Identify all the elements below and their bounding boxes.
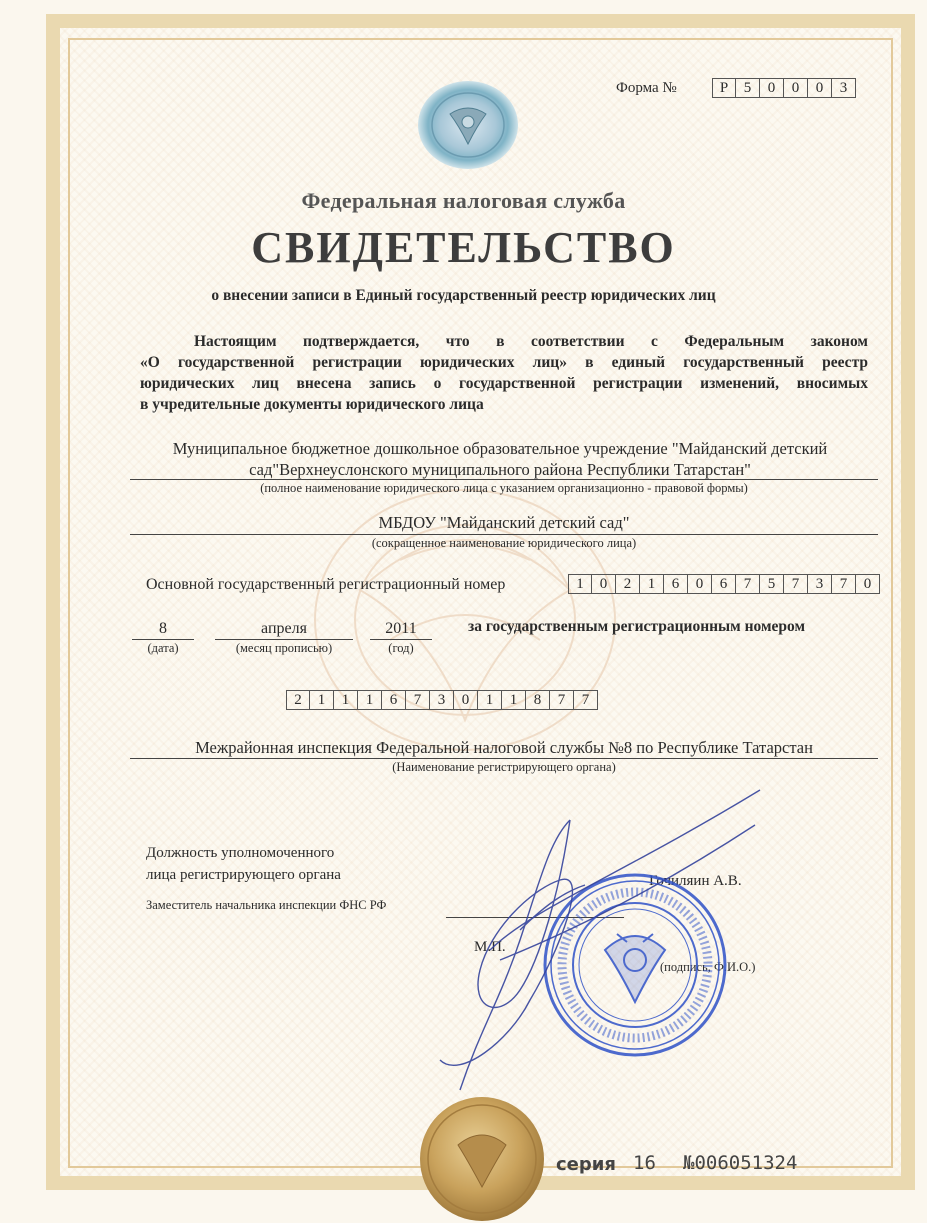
full-name-line: сад"Верхнеуслонского муниципального района Республики Татарстан"	[249, 460, 751, 479]
date-day-underline	[132, 639, 194, 640]
form-code-cell: 0	[760, 78, 784, 98]
entity-short-name: МБДОУ "Майданский детский сад"	[378, 513, 630, 532]
statement-line: «О государственной регистрации юридических лиц» в единый государственный реестр	[140, 354, 868, 371]
grn-digit-cell: 8	[526, 690, 550, 710]
grn-digit-cell: 1	[502, 690, 526, 710]
position-label	[146, 842, 341, 886]
document-title: СВИДЕТЕЛЬСТВО	[251, 223, 676, 272]
series-value: 16	[633, 1152, 656, 1174]
ogrn-digit-cell: 0	[856, 574, 880, 594]
ogrn-digit-cell: 0	[688, 574, 712, 594]
series-label: серия	[556, 1154, 616, 1175]
ogrn-digit-cell: 6	[712, 574, 736, 594]
ogrn-digit-cell: 5	[760, 574, 784, 594]
full-name-line: Муниципальное бюджетное дошкольное образовательное учреждение "Майданский детский	[172, 439, 828, 458]
statement-line: Настоящим подтверждается, что в соответствии с Федеральным законом	[194, 333, 868, 350]
statement-paragraph	[140, 331, 868, 415]
grn-digit-cell: 1	[358, 690, 382, 710]
position-label-line: лица регистрирующего органа	[146, 867, 341, 883]
ogrn-digit-cell: 7	[832, 574, 856, 594]
authority-name: Межрайонная инспекция Федеральной налоговой службы №8 по Республике Татарстан	[195, 738, 813, 757]
agency-name: Федеральная налоговая служба	[301, 188, 626, 213]
short-name-caption: (сокращенное наименование юридического лица)	[371, 536, 637, 550]
date-month: апреля	[261, 620, 307, 637]
signer-position: Заместитель начальника инспекции ФНС РФ	[146, 898, 387, 912]
grn-digit-cell: 6	[382, 690, 406, 710]
position-label-line: Должность уполномоченного	[146, 845, 335, 861]
date-year-underline	[370, 639, 432, 640]
by-registration-number-text: за государственным регистрационным номером	[468, 618, 806, 635]
form-code-cell: 0	[784, 78, 808, 98]
signature-caption: (подпись, Ф.И.О.)	[660, 960, 756, 974]
form-number-boxes	[712, 78, 856, 98]
authority-caption: (Наименование регистрирующего органа)	[392, 760, 616, 774]
form-code-cell: 3	[832, 78, 856, 98]
date-month-underline	[215, 639, 353, 640]
grn-digit-cell: 7	[574, 690, 598, 710]
date-day: 8	[159, 620, 167, 637]
ogrn-digit-cell: 0	[592, 574, 616, 594]
full-name-caption: (полное наименование юридического лица с указанием организационно - правовой формы)	[260, 481, 748, 495]
form-code-cell: 0	[808, 78, 832, 98]
stamp-place-label: М.П.	[474, 939, 506, 955]
entity-full-name	[120, 438, 880, 480]
full-name-underline	[130, 479, 878, 480]
grn-digit-cell: 7	[550, 690, 574, 710]
grn-digit-cell: 1	[334, 690, 358, 710]
grn-digit-cell: 3	[430, 690, 454, 710]
certificate-number: №006051324	[683, 1152, 798, 1174]
hologram-emblem-icon	[417, 80, 519, 170]
grn-digit-cell: 0	[454, 690, 478, 710]
form-code-cell: Р	[712, 78, 736, 98]
form-number-label: Форма №	[616, 80, 677, 96]
ogrn-digit-cell: 7	[736, 574, 760, 594]
date-year: 2011	[385, 620, 417, 637]
handwritten-signature-icon	[420, 780, 800, 1100]
grn-digit-cell: 1	[310, 690, 334, 710]
date-day-caption: (дата)	[147, 641, 179, 655]
document-subtitle: о внесении записи в Единый государственный реестр юридических лиц	[211, 287, 716, 304]
date-year-caption: (год)	[388, 641, 414, 655]
grn-boxes	[286, 690, 598, 710]
ogrn-boxes	[568, 574, 880, 594]
date-month-caption: (месяц прописью)	[235, 641, 333, 655]
grn-digit-cell: 7	[406, 690, 430, 710]
ogrn-label: Основной государственный регистрационный номер	[146, 576, 506, 593]
statement-line: юридических лиц внесена запись о государственной регистрации изменений, вносимых	[140, 375, 868, 392]
grn-digit-cell: 2	[286, 690, 310, 710]
authority-underline	[130, 758, 878, 759]
signer-name: Гочиляин А.В.	[649, 873, 742, 889]
statement-line: в учредительные документы юридического лица	[140, 396, 484, 413]
grn-digit-cell: 1	[478, 690, 502, 710]
ogrn-digit-cell: 2	[616, 574, 640, 594]
ogrn-digit-cell: 6	[664, 574, 688, 594]
gold-seal-icon	[418, 1095, 546, 1223]
ogrn-digit-cell: 3	[808, 574, 832, 594]
short-name-underline	[130, 534, 878, 535]
ogrn-digit-cell: 7	[784, 574, 808, 594]
ogrn-digit-cell: 1	[640, 574, 664, 594]
form-code-cell: 5	[736, 78, 760, 98]
ogrn-digit-cell: 1	[568, 574, 592, 594]
